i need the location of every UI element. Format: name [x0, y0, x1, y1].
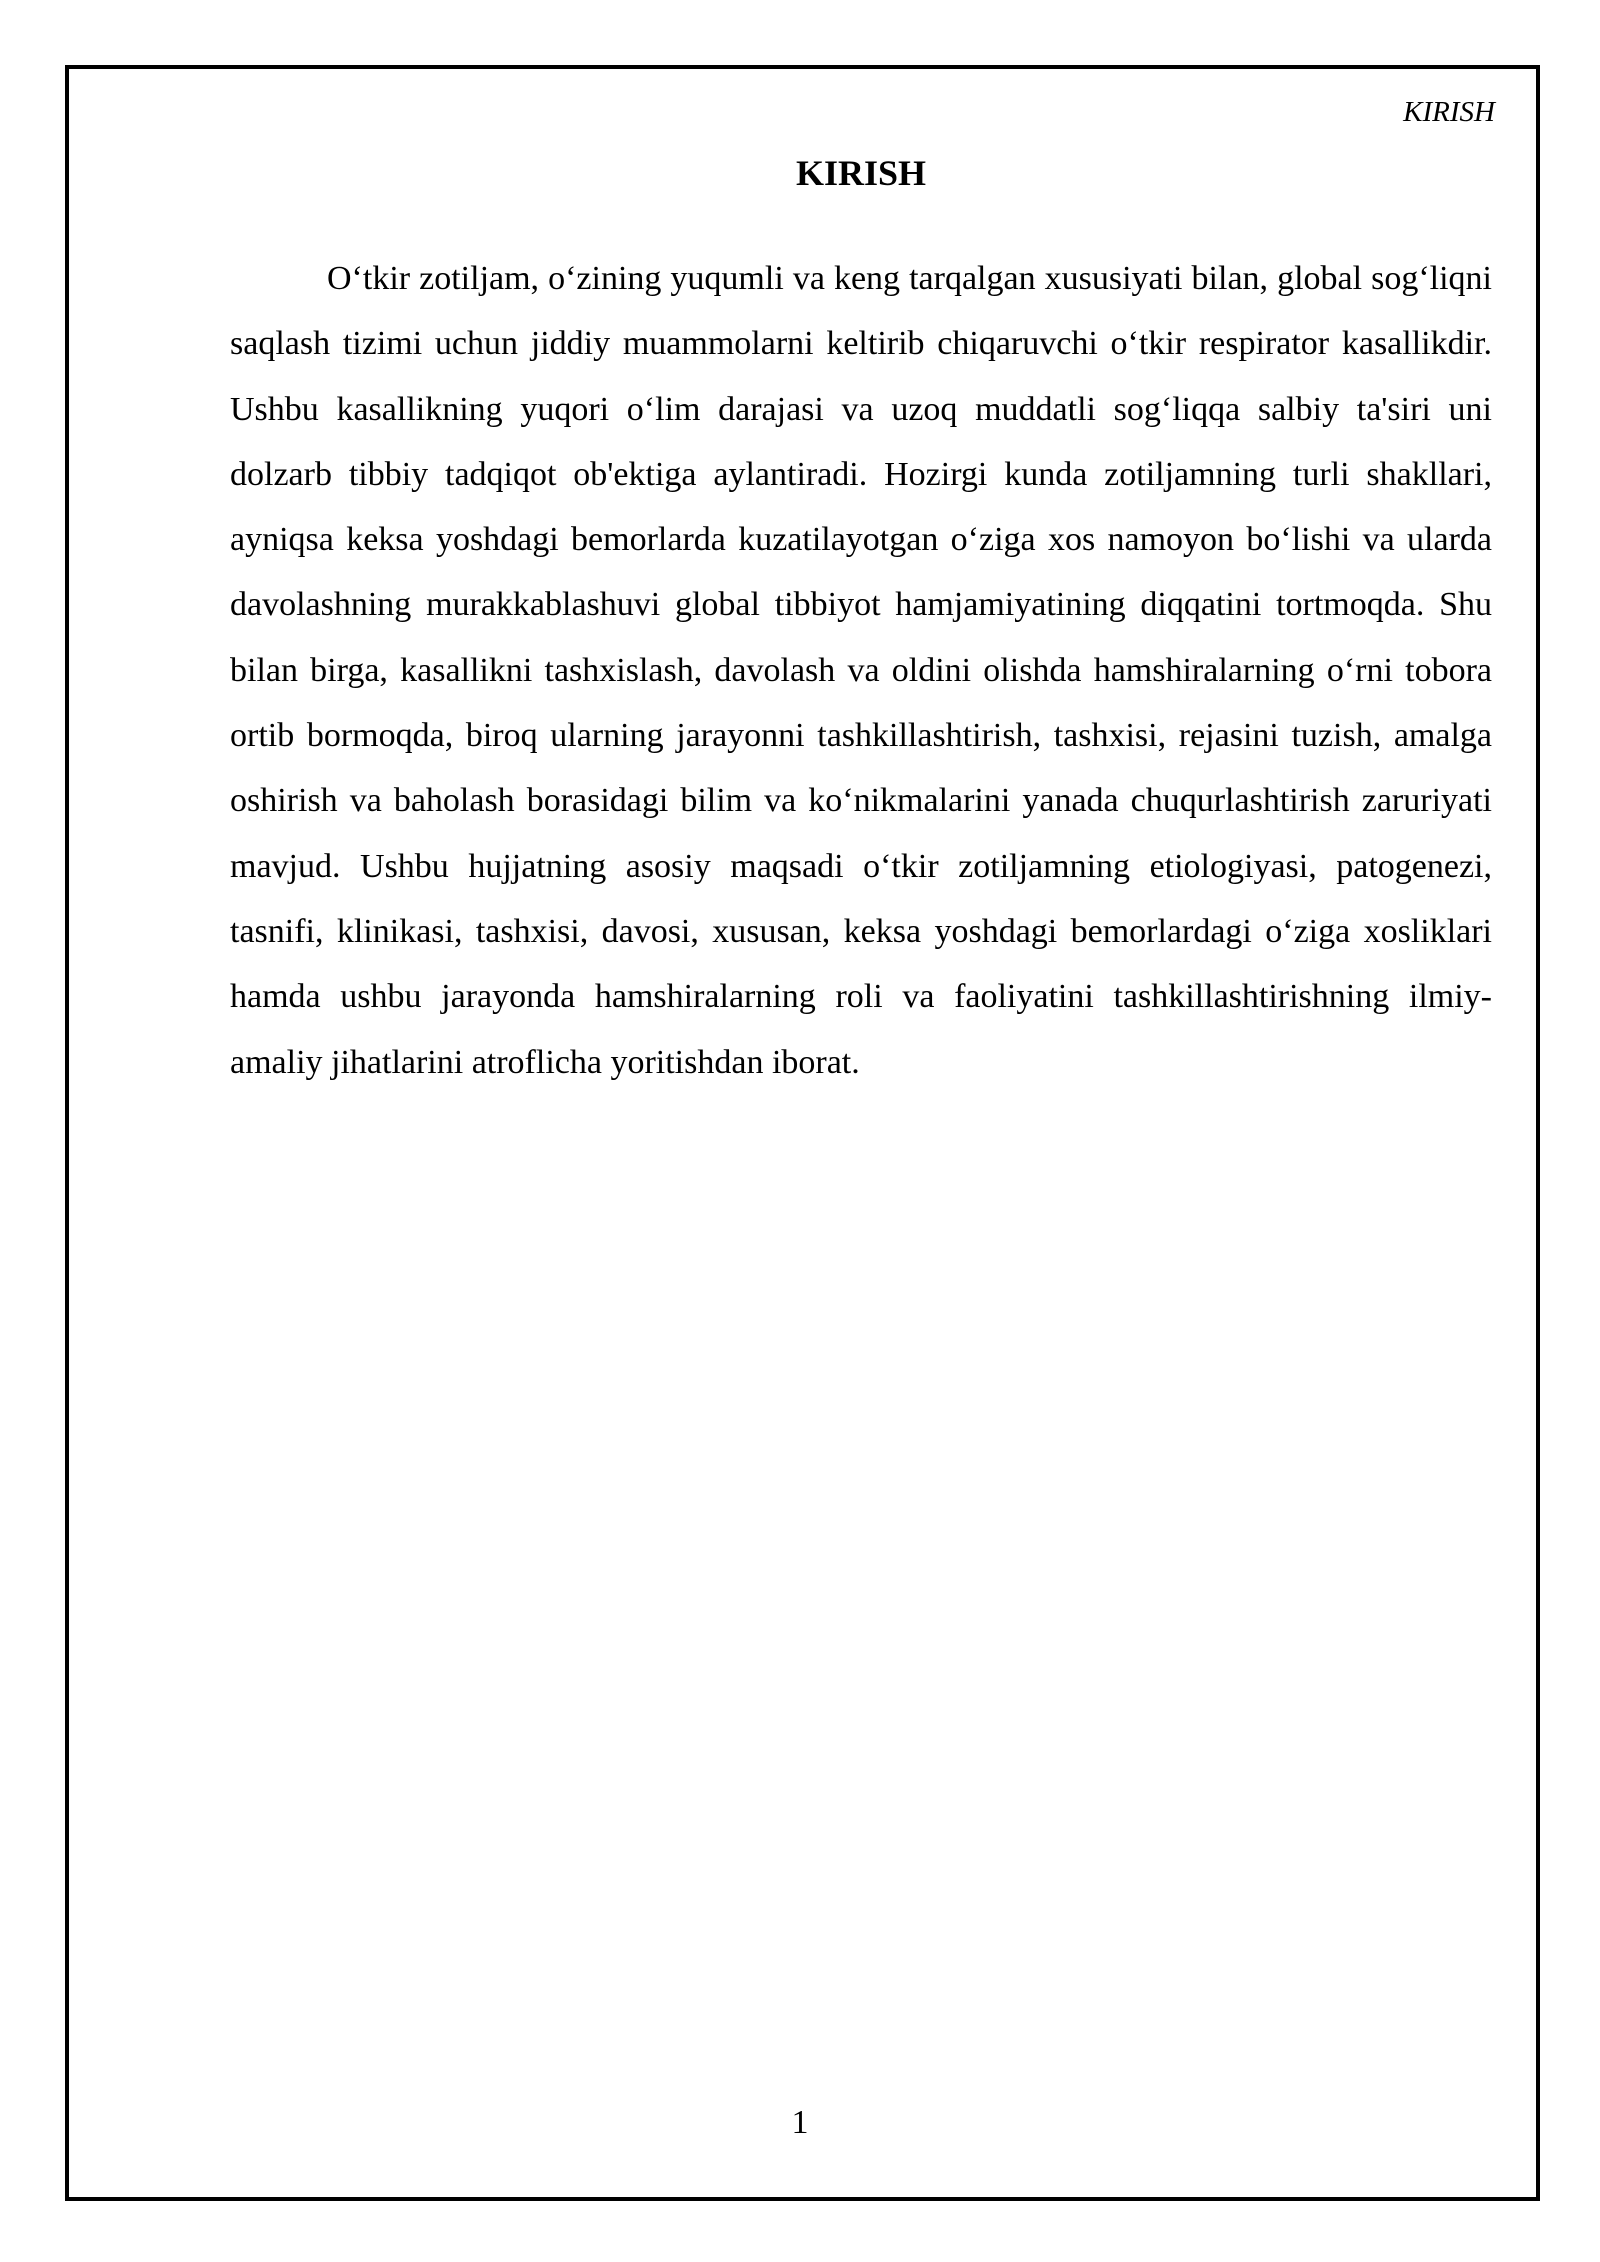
section-title: KIRISH: [795, 153, 927, 193]
body-paragraph: O‘tkir zotiljam, o‘zining yuqumli va keng tarqalgan xususiyati bilan, global sog‘liqni saqlash tizimi uchun jiddiy muammolarni keltirib chiqaruvchi o‘tkir respirator kasallikdir. Ushbu kasallikning yuqori o‘lim darajasi va uzoq muddatli sog‘liqqa salbiy ta'siri uni dolzarb tibbiy tadqiqot ob'ektiga aylantiradi. Hozirgi kunda zotiljamning turli shakllari, ayniqsa keksa yoshdagi bemorlarda kuzatilayotgan o‘ziga xos namoyon bo‘lishi va ularda davolashning murakkablashuvi global tibbiyot hamjamiyatining diqqatini tortmoqda. Shu bilan birga, kasallikni tashxislash, davolash va oldini olishda hamshiralarning o‘rni tobora ortib bormoqda, biroq ularning jarayonni tashkillashtirish, tashxisi, rejasini tuzish, amalga oshirish va baholash borasidagi bilim va ko‘nikmalarini yanada chuqurlashtirish zaruriyati mavjud. Ushbu hujjatning asosiy maqsadi o‘tkir zotiljamning etiologiyasi, patogenezi, tasnifi, klinikasi, tashxisi, davosi, xususan, keksa yoshdagi bemorlardagi o‘ziga xosliklari hamda ushbu jarayonda hamshiralarning roli va faoliyatini tashkillashtirishning ilmiy-amaliy jihatlarini atroflicha yoritishdan iborat.: [230, 260, 1492, 1081]
running-header: KIRISH: [1403, 96, 1495, 128]
page-number: 1: [791, 2104, 809, 2141]
